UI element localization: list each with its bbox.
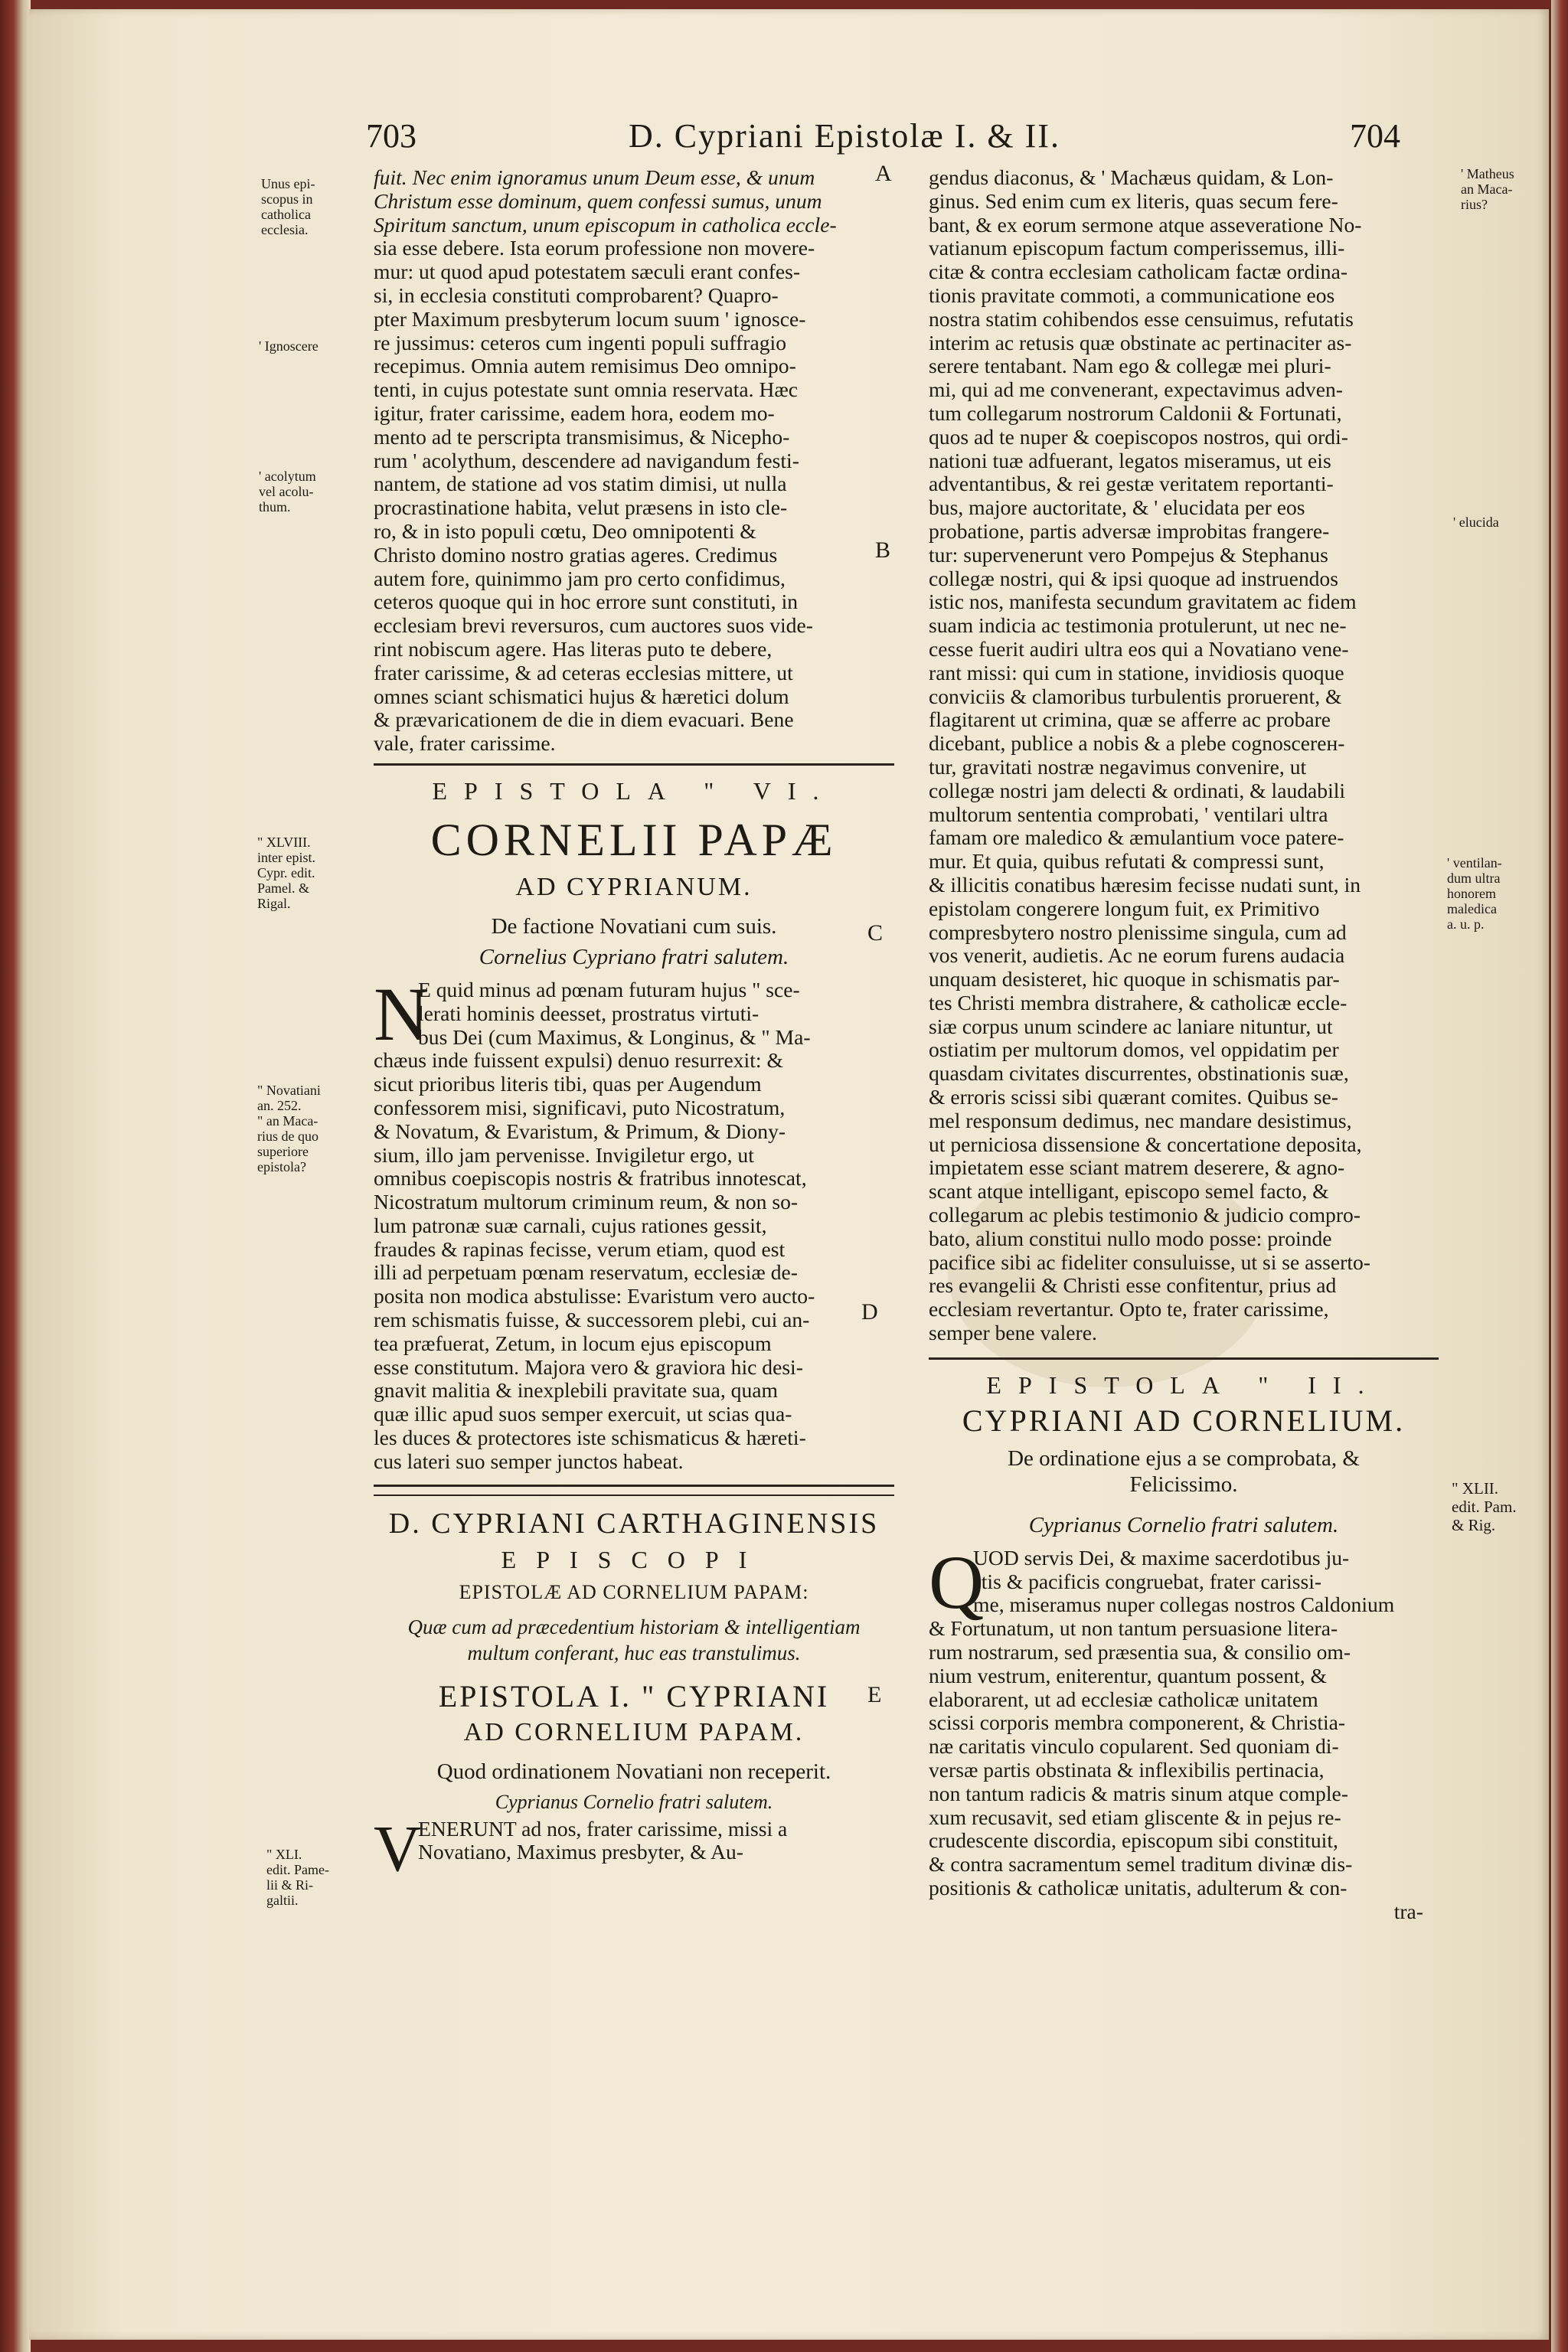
text-line: sicut prioribus literis tibi, quas per Augendum bbox=[374, 1073, 762, 1096]
margin-note-unus-episcopus: Unus epi- scopus in catholica ecclesia. bbox=[261, 176, 315, 237]
epistola-vi-opening bbox=[374, 971, 894, 1057]
text-line: ginus. Sed enim cum ex literis, quas secum fere- bbox=[929, 189, 1338, 213]
text-line: nium vestrum, eniterentur, quantum possent, & bbox=[929, 1664, 1328, 1687]
right-column bbox=[929, 166, 1439, 1924]
cyprian-section-note: multum conferant, huc eas transtulimus. bbox=[467, 1641, 801, 1664]
text-line: ceteros quoque qui in hoc errore sunt constituti, in bbox=[374, 590, 799, 614]
text-line: mur: ut quod apud potestatem sæculi erant confes- bbox=[374, 260, 801, 284]
book-binding-right bbox=[1551, 0, 1568, 2352]
epistola-vi bbox=[374, 773, 894, 1474]
text-line: & Fortunatum, ut non tantum persuasione litera- bbox=[929, 1617, 1338, 1641]
text-line: tum collegarum nostrorum Caldonii & Fortunati, bbox=[929, 401, 1342, 425]
text-line: ostiatim per multorum domos, vel oppidatim per bbox=[929, 1038, 1339, 1062]
section-mark-d: D bbox=[861, 1299, 878, 1325]
text-line: unquam desisteret, hic quoque in schismatis par- bbox=[929, 968, 1340, 991]
section-rule bbox=[374, 1485, 894, 1487]
text-line: quasdam civitates discurrentes, obstinationis suæ, bbox=[929, 1062, 1349, 1086]
text-line: stis & pacificis congruebat, frater carissi- bbox=[973, 1570, 1322, 1593]
text-line: vale, frater carissime. bbox=[374, 732, 556, 756]
epistola-ii-title: CYPRIANI AD CORNELIUM. bbox=[962, 1403, 1406, 1438]
epistola-ii-opening bbox=[929, 1539, 1439, 1625]
cyprian-section-note: Quæ cum ad præcedentium historiam & intelligentiam bbox=[407, 1615, 861, 1638]
book-page bbox=[29, 9, 1549, 2340]
text-line: collegarum ac plebis testimonio & judicio compro- bbox=[929, 1204, 1361, 1227]
text-line: ut perniciosa dissensione & concertatione deposita, bbox=[929, 1132, 1362, 1156]
section-mark-e: E bbox=[867, 1682, 882, 1707]
text-line: bato, alium constitui nullo modo posse: proinde bbox=[929, 1227, 1332, 1250]
text-line: siæ corpus unum scindere ac laniare nituntur, ut bbox=[929, 1014, 1333, 1038]
text-line: scissi corporis membra componerent, & Christia- bbox=[929, 1711, 1346, 1735]
text-line: probatione, partis adversæ improbitas frangere- bbox=[929, 519, 1330, 543]
text-line: pacifice sibi ac fideliter consuluisse, ut si se asserto- bbox=[929, 1250, 1370, 1274]
epistola-ii bbox=[929, 1367, 1439, 1924]
text-line: crudescente discordia, episcopum sibi constituit, bbox=[929, 1829, 1338, 1853]
text-line: confessorem misi, significavi, puto Nicostratum, bbox=[374, 1096, 786, 1119]
text-line: ecclesiam revertantur. Opto te, frater carissime, bbox=[929, 1298, 1329, 1321]
text-line: tur, gravitati nostræ negavimus convenire, ut bbox=[929, 755, 1307, 779]
text-line: conviciis & clamoribus turbulentis proruerent, & bbox=[929, 684, 1342, 708]
epistola-ii-argument: Felicissimo. bbox=[1129, 1472, 1238, 1497]
text-line: nantem, de statione ad vos statim dimisi, ut nulla bbox=[374, 472, 787, 496]
margin-note-matheus: ' Matheus an Maca- rius? bbox=[1461, 166, 1514, 212]
text-line: fuit. Nec enim ignoramus unum Deum esse, & unum bbox=[374, 166, 815, 189]
epistola-i-heading: EPISTOLA I. " CYPRIANI bbox=[438, 1678, 830, 1713]
text-line: vos venerit, audietis. Ac ne eorum furens audacia bbox=[929, 944, 1345, 968]
margin-note-ignoscere: ' Ignoscere bbox=[259, 338, 318, 354]
text-line: Christo domino nostro gratias ageres. Credimus bbox=[374, 543, 778, 567]
text-line: posita non modica abstulisse: Evaristum vero aucto- bbox=[374, 1285, 815, 1308]
text-line: positionis & catholicæ unitatis, adulterum & con- bbox=[929, 1877, 1348, 1900]
text-line: res evangelii & Christi esse confitentur, prius ad bbox=[929, 1274, 1337, 1298]
section-mark-a: A bbox=[875, 161, 892, 186]
text-line: rum ' acolythum, descendere ad navigandum festi- bbox=[374, 449, 799, 472]
text-line: bus Dei (cum Maximus, & Longinus, & " Ma- bbox=[418, 1025, 811, 1049]
text-line: citæ & contra ecclesiam catholicam factæ ordina- bbox=[929, 260, 1348, 284]
section-mark-c: C bbox=[867, 920, 884, 946]
text-line: gnavit malitia & inexplebili pravitate sua, quam bbox=[374, 1379, 778, 1403]
text-line: quos ad te nuper & coepiscopos nostros, qui ordi- bbox=[929, 425, 1348, 449]
section-rule bbox=[374, 763, 894, 766]
text-line: mur. Et quia, quibus refutati & compressi sunt, bbox=[929, 850, 1325, 874]
text-line: cus lateri suo semper junctos habeat. bbox=[374, 1449, 684, 1473]
text-line: chæus inde fuissent expulsi) denuo resurrexit: & bbox=[374, 1049, 783, 1073]
text-line: impietatem esse sciant matrem deserere, & agno- bbox=[929, 1156, 1345, 1180]
text-line: & illicitis conatibus hæresim fecisse nudati sunt, in bbox=[929, 873, 1361, 897]
text-line: rant missi: qui cum in statione, invidiosis quoque bbox=[929, 661, 1344, 684]
text-line: frater carissime, & ad ceteras ecclesias mittere, ut bbox=[374, 661, 793, 684]
epistola-i-opening bbox=[374, 1811, 894, 1885]
text-line: & prævaricationem de die in diem evacuari. Bene bbox=[374, 708, 794, 732]
text-line: me, miseramus nuper collegas nostros Caldonium bbox=[973, 1593, 1395, 1617]
text-line: Nicostratum multorum criminum reum, & non so- bbox=[374, 1191, 799, 1214]
text-line: recepimus. Omnia autem remisimus Deo omnipo- bbox=[374, 354, 796, 378]
text-line: mento ad te perscripta transmisimus, & Nicepho- bbox=[374, 425, 790, 449]
text-line: rint nobiscum agere. Has literas puto te debere, bbox=[374, 637, 773, 661]
text-line: nationi tuæ adfuerant, legatos miseramus, ut eis bbox=[929, 449, 1331, 472]
text-line: illi ad perpetuam pœnam reservatum, ecclesiæ de- bbox=[374, 1261, 798, 1285]
text-line: multorum sententia comprobati, ' ventilari ultra bbox=[929, 802, 1328, 826]
text-line: Spiritum sanctum, unum episcopum in catholica eccle- bbox=[374, 213, 837, 237]
text-line: sia esse debere. Ista eorum professione non movere- bbox=[374, 237, 815, 260]
epistola-vi-salutation: Cornelius Cypriano fratri salutem. bbox=[479, 944, 789, 969]
page-number-left: 703 bbox=[366, 117, 416, 155]
text-line: E quid minus ad pœnam futuram hujus " sce- bbox=[418, 978, 800, 1001]
cyprian-section-subtitle: EPISTOLÆ AD CORNELIUM PAPAM: bbox=[459, 1580, 809, 1603]
text-line: tes Christi membra distrahere, & catholicæ eccle- bbox=[929, 991, 1348, 1014]
epistola-i-argument: Quod ordinationem Novatiani non receperit. bbox=[436, 1759, 831, 1784]
text-line: nostra statim cohibendos esse censuimus, refutatis bbox=[929, 307, 1354, 331]
margin-note-ventilandum: ' ventilan- dum ultra honorem maledica a. u. p. bbox=[1447, 855, 1502, 932]
text-line: lerati hominis deesset, prostratus virtuti- bbox=[418, 1001, 760, 1025]
text-line: semper bene valere. bbox=[929, 1321, 1097, 1345]
text-line: lum patronæ suæ carnali, cujus rationes gessit, bbox=[374, 1214, 767, 1237]
text-line: autem fore, quinimmo jam pro certo confidimus, bbox=[374, 567, 786, 590]
text-line: bus, majore auctoritate, & ' elucidata per eos bbox=[929, 496, 1305, 520]
text-line: flagitarent ut crimina, quæ se afferre ac probare bbox=[929, 708, 1331, 732]
text-line: tea præfuerat, Zetum, in locum ejus episcopum bbox=[374, 1331, 772, 1355]
cyprian-section-episcopi: EPISCOPI bbox=[501, 1545, 767, 1573]
text-line: UOD servis Dei, & maxime sacerdotibus ju- bbox=[973, 1546, 1350, 1570]
text-line: ecclesiam brevi reversuros, cum auctores suos vide- bbox=[374, 614, 813, 638]
text-line: versæ partis obstinata & inflexibilis pertinacia, bbox=[929, 1759, 1325, 1782]
drop-cap: Q bbox=[929, 1539, 985, 1625]
margin-note-elucida: ' elucida bbox=[1453, 514, 1499, 530]
text-line: tenti, in cujus potestate sunt omnia reservata. Hæc bbox=[374, 378, 799, 402]
text-line: si, in ecclesia constituti comprobarent? Quapro- bbox=[374, 283, 779, 307]
text-line: suam indicia ac testimonia protulerunt, ut nec ne- bbox=[929, 614, 1347, 638]
text-line: ro, & in isto populi cœtu, Deo omnipotenti & bbox=[374, 519, 756, 543]
text-line: famam ore maledico & æmulantium voce paterе- bbox=[929, 826, 1344, 850]
text-line: compresbytero nostro plenissime singula, cum ad bbox=[929, 920, 1347, 944]
text-line: dicebant, publice a nobis & a plebe cognoscerен- bbox=[929, 732, 1345, 756]
epistola-ii-heading: EPISTOLA " II. bbox=[986, 1370, 1381, 1399]
running-title: D. Cypriani Epistolæ I. & II. bbox=[629, 117, 1060, 155]
text-line: rem schismatis fuisse, & successorem plebi, cui an- bbox=[374, 1308, 810, 1332]
margin-note-xlviii: " XLVIII. inter epist. Cypr. edit. Pamel. & Rigal. bbox=[257, 835, 315, 911]
text-line: omnes sciant schismatici hujus & hæretici dolum bbox=[374, 684, 789, 708]
cyprian-section-title: D. CYPRIANI CARTHAGINENSIS bbox=[388, 1507, 880, 1540]
text-line: collegæ nostri jam delecti & ordinati, & laudabili bbox=[929, 779, 1346, 802]
section-rule bbox=[929, 1357, 1439, 1360]
text-line: næ caritatis vinculo copularent. Sed quoniam di- bbox=[929, 1735, 1339, 1759]
text-line: pter Maximum presbyterum locum suum ' ignosce- bbox=[374, 307, 806, 331]
epistola-ii-argument: De ordinatione ejus a se comprobata, & bbox=[1008, 1446, 1360, 1471]
page-number-right: 704 bbox=[1350, 117, 1400, 155]
text-line: & contra sacramentum semel traditum divinæ dis- bbox=[929, 1853, 1353, 1877]
epistola-i-salutation: Cyprianus Cornelio fratri salutem. bbox=[495, 1790, 773, 1813]
book-binding-left bbox=[0, 0, 31, 2352]
text-line: procrastinatione habita, velut præsens in isto cle- bbox=[374, 496, 788, 520]
epistola-vi-argument: De factione Novatiani cum suis. bbox=[491, 913, 777, 939]
text-line: ENERUNT ad nos, frater carissime, missi a bbox=[418, 1817, 788, 1841]
margin-note-acolytum: ' acolytum vel acolu- thum. bbox=[259, 469, 316, 514]
drop-cap: V bbox=[374, 1811, 422, 1885]
text-line: rum nostrarum, sed præsentia sua, & consilio om- bbox=[929, 1641, 1351, 1664]
margin-note-xli: " XLI. edit. Pame- lii & Ri- galtii. bbox=[266, 1847, 329, 1908]
text-line: mi, qui ad me convenerant, expectavimus adven- bbox=[929, 378, 1343, 402]
left-column bbox=[374, 166, 894, 1885]
text-line: sium, illo jam pervenisse. Invigiletur ergo, ut bbox=[374, 1143, 754, 1167]
text-line: esse constitutum. Majora vero & graviora hic desi- bbox=[374, 1355, 803, 1379]
section-mark-b: B bbox=[875, 537, 891, 563]
text-line: interim ac retusis quæ obstinate ac pertinaciter as- bbox=[929, 331, 1352, 354]
text-line: xum recusavit, sed etiam gliscente & in pejus re- bbox=[929, 1805, 1341, 1829]
section-rule-thin bbox=[374, 1494, 894, 1496]
text-line: vatianum episcopum factum comperissemus, illi- bbox=[929, 237, 1345, 260]
text-line: Novatiano, Maximus presbyter, & Au- bbox=[418, 1841, 743, 1864]
text-line: cesse fuerit audiri ultra eos qui a Novatiano vene- bbox=[929, 637, 1349, 661]
text-line: serere tentabant. Nam ego & collegæ mei pluri- bbox=[929, 354, 1331, 378]
text-line: & Novatum, & Evaristum, & Primum, & Diony- bbox=[374, 1119, 786, 1143]
text-line: les duces & protectores iste schismaticus & hæreti- bbox=[374, 1426, 806, 1450]
text-line: tionis pravitate commoti, a communicatione eos bbox=[929, 283, 1335, 307]
text-line: scant atque intelligant, episcopo semel facto, & bbox=[929, 1180, 1329, 1204]
text-line: epistolam congerere longum fuit, ex Primitivo bbox=[929, 897, 1320, 920]
epistola-vi-heading: EPISTOLA " VI. bbox=[432, 776, 836, 805]
text-line: re jussimus: ceteros cum ingenti populi suffragio bbox=[374, 331, 787, 354]
text-line: mel responsum dedimus, nec mandare desistimus, bbox=[929, 1109, 1352, 1132]
cyprian-section bbox=[374, 1505, 894, 1666]
text-line: fraudes & rapinas fecisse, verum etiam, quod est bbox=[374, 1237, 786, 1261]
epistola-i-title: AD CORNELIUM PAPAM. bbox=[463, 1717, 805, 1746]
text-line: gendus diaconus, & ' Machæus quidam, & Lon- bbox=[929, 166, 1334, 189]
text-line: quæ illic apud suos semper exercuit, ut scias qua- bbox=[374, 1403, 792, 1426]
margin-note-novatiani: " Novatiani an. 252. " an Maca- rius de quo superiore epistola? bbox=[257, 1083, 321, 1174]
text-line: tur: supervenerunt vero Pompejus & Stephanus bbox=[929, 543, 1328, 567]
text-line: igitur, frater carissime, eadem hora, eodem mo- bbox=[374, 401, 775, 425]
epistola-vi-title: CORNELII PAPÆ bbox=[430, 814, 838, 865]
text-line: adventantibus, & rei gestæ veritatem reportanti- bbox=[929, 472, 1334, 496]
text-line: Christum esse dominum, quem confessi sumus, unum bbox=[374, 189, 822, 213]
epistola-i bbox=[374, 1678, 894, 1885]
text-line: collegæ nostri, qui & ipsi quoque ad instruendos bbox=[929, 567, 1338, 590]
drop-cap: N bbox=[374, 971, 430, 1057]
text-line: elaborarent, ut ad ecclesiæ catholicæ unitatem bbox=[929, 1687, 1318, 1711]
margin-note-xlii: " XLII. edit. Pam. & Rig. bbox=[1452, 1479, 1517, 1534]
text-line: non tantum radicis & matris sinum atque comple- bbox=[929, 1782, 1348, 1805]
text-line: bant, & ex eorum sermone atque asseveratione No- bbox=[929, 213, 1362, 237]
letter-continuation-right bbox=[929, 166, 1439, 1345]
catchword: tra- bbox=[1393, 1900, 1423, 1923]
text-line: omnibus coepiscopis nostris & fratribus innotescat, bbox=[374, 1167, 807, 1191]
text-line: istic nos, manifesta secundum gravitatem ac fidem bbox=[929, 590, 1357, 614]
letter-continuation bbox=[374, 166, 894, 756]
text-line: & erroris scissi sibi quærant comites. Quibus se- bbox=[929, 1086, 1338, 1109]
epistola-ii-salutation: Cyprianus Cornelio fratri salutem. bbox=[1028, 1512, 1339, 1537]
epistola-vi-subtitle: AD CYPRIANUM. bbox=[515, 872, 753, 901]
